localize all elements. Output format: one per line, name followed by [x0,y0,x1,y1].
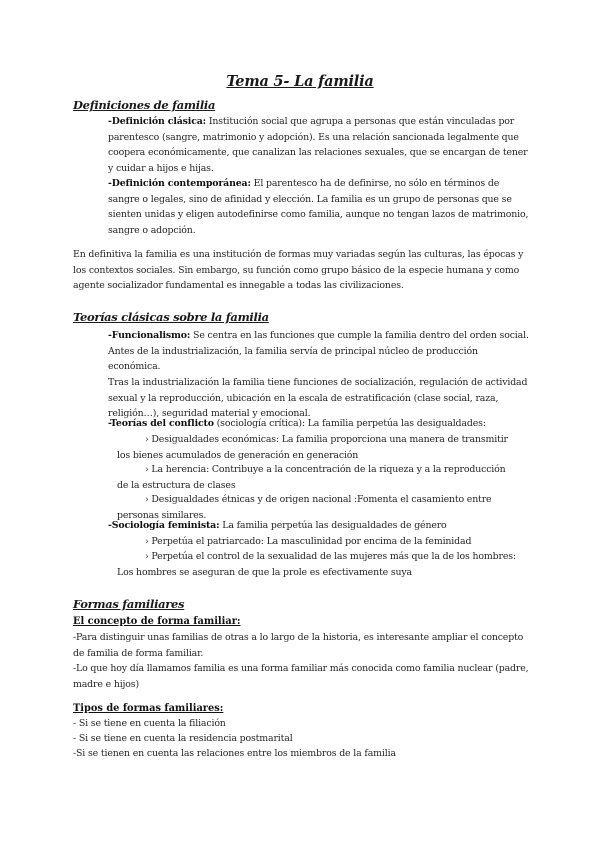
definicion-clasica-label: -Definición clásica: [108,116,206,127]
section-heading-teorias: Teorías clásicas sobre la familia [73,310,269,324]
tipos-line: - Si se tiene en cuenta la filiación [73,718,226,729]
concepto-line: -Para distinguir unas familias de otras a lo largo de la historia, es interesante ampliar el concepto de familia de forma familiar. [73,632,524,659]
concepto-line: -Lo que hoy día llamamos familia es una forma familiar más conocida como familia nuclear (padre, madre e hijos) [73,663,529,690]
section-heading-formas: Formas familiares [73,597,185,611]
feminista-label: -Sociología feminista: [108,520,220,531]
conflicto-item: › Desigualdades étnicas y de origen nacional :Fomenta el casamiento entre personas similares. [117,494,492,521]
feminista-item: › Perpetúa el control de la sexualidad de las mujeres más que la de los hombres: Los hombres se aseguran de que la prole es efectivamente suya [117,551,516,578]
definicion-conclusion: En definitiva la familia es una institución de formas muy variadas según las culturas, las épocas y los contextos sociales. Sin embargo, su función como grupo básico de la especie humana y como agente socializador fundamental es innegable a todas las civilizaciones. [73,249,524,292]
conflicto-item: › La herencia: Contribuye a la concentración de la riqueza y a la reproducción de la estructura de clases [117,464,506,491]
funcionalismo-continuacion: Tras la industrialización la familia tiene funciones de socialización, regulación de actividad sexual y la reproducción, ubicación en la escala de estratificación (clase social, raza, religión…), seguridad material y emocional. [108,377,528,420]
definicion-contemporanea-label: -Definición contemporánea: [108,178,251,189]
definicion-clasica [108,114,533,176]
tipos-line: -Si se tienen en cuenta las relaciones entre los miembros de la familia [73,748,396,759]
tipos-line: - Si se tiene en cuenta la residencia postmarital [73,733,293,744]
funcionalismo-text: Se centra en las funciones que cumple la familia dentro del orden social. Antes de la industrialización, la familia servía de principal núcleo de producción económica. [108,330,529,373]
teorias-conflicto [108,416,533,432]
conflicto-text: (sociología crítica): La familia perpetúa las desigualdades: [213,418,486,429]
feminista-text: La familia perpetúa las desigualdades de género [219,520,447,531]
concepto-heading: El concepto de forma familiar: [73,616,241,627]
funcionalismo [108,328,533,375]
definicion-clasica-text: Institución social que agrupa a personas que están vinculadas por parentesco (sangre, matrimonio y adopción). Es una relación sancionada legalmente que coopera económicamente, que canalizan las relaciones sexuales, que se encargan de tener y cuidar a hijos e hijas. [108,116,528,174]
tipos-heading: Tipos de formas familiares: [73,703,224,714]
document-title: Tema 5- La familia [226,73,374,90]
definicion-contemporanea [108,176,533,238]
conflicto-label: -Teorías del conflicto [108,418,214,429]
sociologia-feminista [108,518,533,534]
section-heading-definiciones: Definiciones de familia [73,98,216,112]
conflicto-item: › Desigualdades económicas: La familia proporciona una manera de transmitir los bienes acumulados de generación en generación [117,434,508,461]
definicion-contemporanea-text: El parentesco ha de definirse, no sólo en términos de sangre o legales, sino de afinidad y elección. La familia es un grupo de personas que se sienten unidas y eligen autodefinirse como familia, aunque no tengan lazos de matrimonio, sangre o adopción. [108,178,529,236]
funcionalismo-label: -Funcionalismo: [108,330,191,341]
feminista-item: › Perpetúa el patriarcado: La masculinidad por encima de la feminidad [145,536,472,547]
